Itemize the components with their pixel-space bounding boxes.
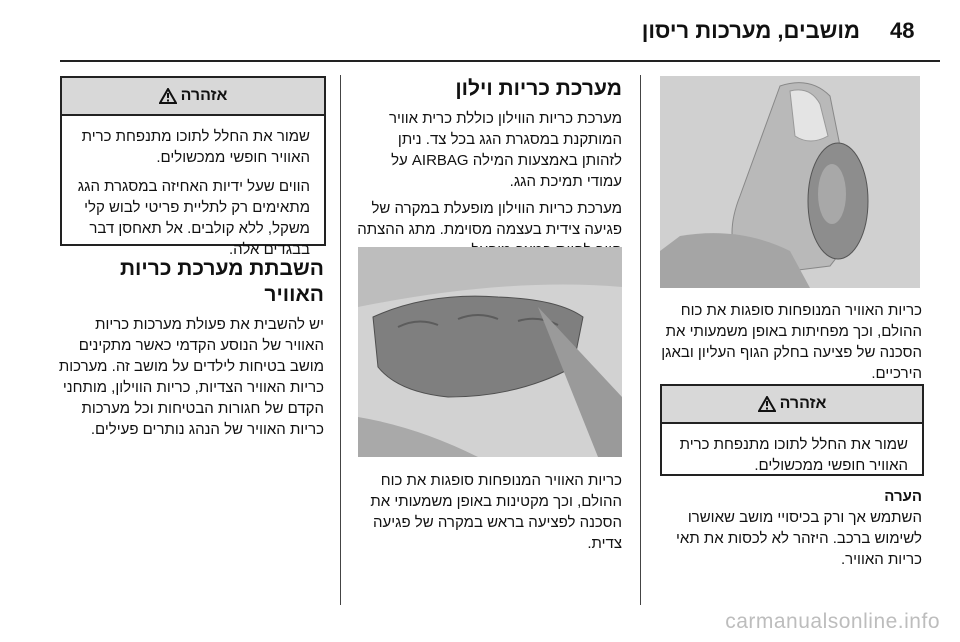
warning-title: אזהרה [180,87,228,104]
curtain-airbag-para-2: מערכת כריות הווילון מופעלת במקרה של פגיעה צידית בעצמה מסוימת. מתג ההצתה [357,200,622,238]
curtain-airbag-photo [358,247,622,457]
warning-text-1: שמור את החלל לתוכו מתנפחת כרית האוויר חופשי ממכשולים. [81,128,310,166]
page-title: מושבים, מערכות ריסון [641,18,860,43]
warning-text: שמור את החלל לתוכו מתנפחת כרית האוויר חופשי ממכשולים. [679,436,908,474]
warning-text-block [62,116,324,278]
column-divider-right [640,75,641,605]
warning-title: אזהרה [779,395,827,412]
note-text: השתמש אך ורק בכיסויי מושב שאושרו לשימוש ברכב. היזהר לא לכסות את תאי כריות האוויר. [676,509,922,568]
column-divider-left [340,75,341,605]
watermark: carmanualsonline.info [725,610,940,633]
middle-photo-caption: כריות האוויר המנופחות סופגות את כוח ההולם, וכך מקטינות באופן משמעותי את הסכנה לפציעה בראש במקרה של פגיעה צדית. [370,472,622,552]
left-text-block [56,256,324,446]
deactivation-para: יש להשבית את פעולת מערכות כריות האוויר של הנוסע הקדמי כאשר מתקינים מושב בטיחות לילדים על מושב זה. מערכות כריות האוויר הצדיות, כריות הווילון, מותחני הקדם של חגורות הבטיחות וכל מערכות כריות האוויר של הנהג נותרים פעילים. [58,316,324,438]
warning-header [62,78,324,116]
warning-header [662,386,922,424]
right-photo-caption: כריות האוויר המנופחות סופגות את כוח ההולם, וכך מפחיתות באופן משמעותי את הסכנה של פציעה בחלק הגוף העליון ובאגן הירכיים. [661,302,922,382]
note-title: הערה [884,488,922,505]
note-block [656,486,922,570]
curtain-airbag-para-1: מערכת כריות הווילון כוללת כרית אוויר המותקנת במסגרת הגג בכל צד. ניתן לזהותן באמצעות המילה AIRBAG על עמודי תמיכת הגג. [388,110,622,190]
left-warning-box [60,76,326,258]
seat-airbag-photo [660,76,920,288]
curtain-airbag-heading: מערכת כריות וילון [455,77,622,100]
header-divider [60,60,940,62]
warning-triangle-icon [758,396,776,412]
right-warning-box [660,384,924,476]
middle-text-block [356,76,622,267]
deactivation-heading: השבתת מערכת כריות האוויר [119,257,324,306]
warning-triangle-icon [159,88,177,104]
warning-text-2: הווים שעל ידיות האחיזה במסגרת הגג מתאימים רק לתליית פריטי לבוש קלי משקל, ללא קולבים. אל תאחסן דבר בבגדים אלה. [77,178,310,258]
page-number: 48 [890,18,915,43]
